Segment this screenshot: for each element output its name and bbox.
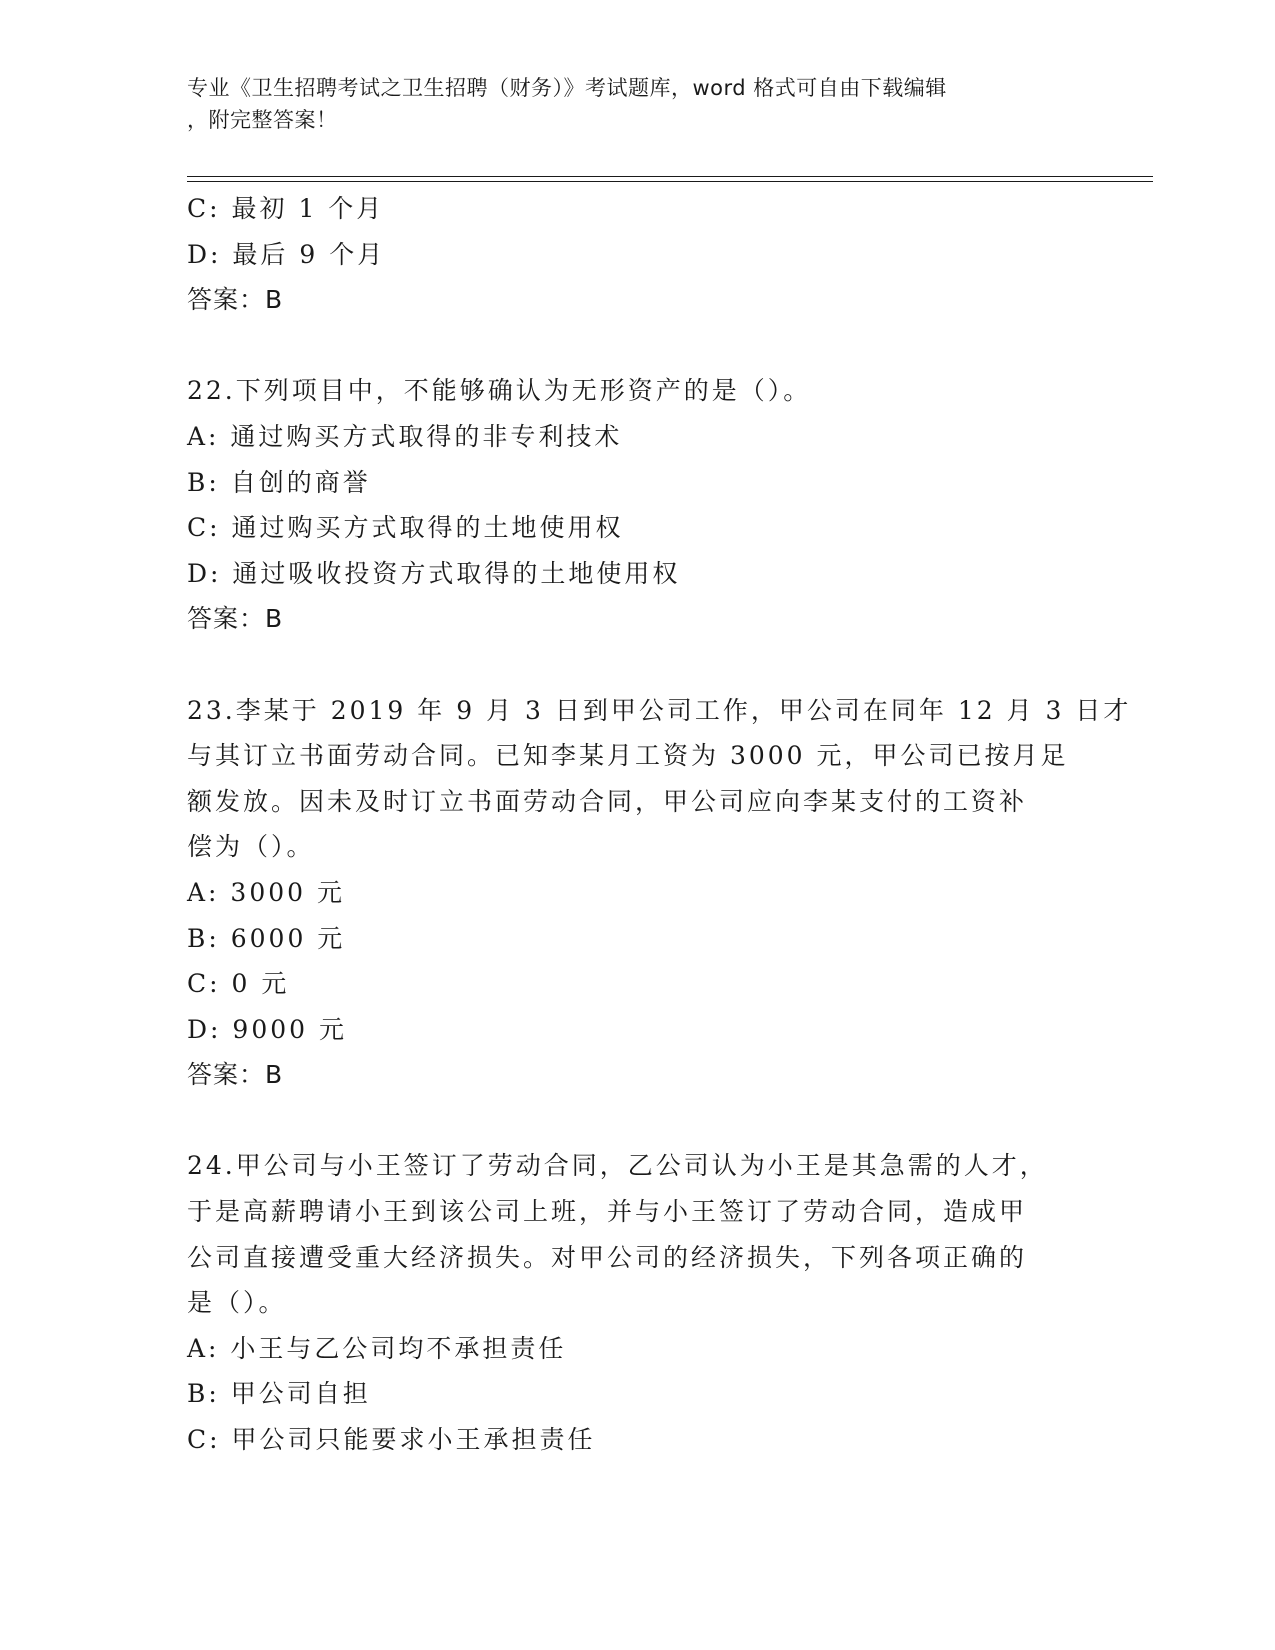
header-divider-bottom [187, 181, 1153, 182]
header-line-1: 专业《卫生招聘考试之卫生招聘（财务）》考试题库，word 格式可自由下载编辑 [187, 76, 947, 100]
header-line-2: ，附完整答案！ [187, 108, 338, 132]
question-23 [187, 688, 1132, 1098]
option-a: A: 小王与乙公司均不承担责任 [187, 1333, 567, 1363]
question-stem-line-2: 与其订立书面劳动合同。已知李某月工资为 3000 元，甲公司已按月足 [187, 741, 1069, 771]
option-d: D: 最后 9 个月 [187, 239, 386, 269]
spacer [187, 642, 1087, 688]
question-stem: 22.下列项目中，不能够确认为无形资产的是（）。 [187, 376, 812, 406]
answer-line: 答案：B [187, 1060, 284, 1090]
option-b: B: 自创的商誉 [187, 467, 371, 497]
question-content [187, 186, 1132, 1463]
answer-line: 答案：B [187, 604, 284, 634]
option-d: D: 9000 元 [187, 1014, 347, 1044]
option-d: D: 通过吸收投资方式取得的土地使用权 [187, 558, 681, 588]
header-divider-top [187, 176, 1153, 177]
answer-line: 答案：B [187, 285, 284, 315]
option-c: C: 0 元 [187, 969, 290, 999]
previous-question-tail [187, 186, 1087, 323]
question-stem-line-1: 24.甲公司与小王签订了劳动合同，乙公司认为小王是其急需的人才， [187, 1151, 1048, 1181]
option-a: A: 3000 元 [187, 877, 345, 907]
question-24 [187, 1143, 1087, 1462]
option-c: C: 通过购买方式取得的土地使用权 [187, 513, 624, 543]
option-b: B: 甲公司自担 [187, 1379, 371, 1409]
question-22 [187, 368, 1087, 642]
question-stem-line-3: 公司直接遭受重大经济损失。对甲公司的经济损失，下列各项正确的 [187, 1242, 1028, 1272]
question-stem-line-2: 于是高薪聘请小王到该公司上班，并与小王签订了劳动合同，造成甲 [187, 1197, 1028, 1227]
question-stem-line-3: 额发放。因未及时订立书面劳动合同，甲公司应向李某支付的工资补 [187, 786, 1028, 816]
question-stem-line-4: 是（）。 [187, 1288, 287, 1318]
option-c: C: 甲公司只能要求小王承担责任 [187, 1425, 596, 1455]
spacer [187, 1098, 1087, 1144]
document-header [187, 72, 1087, 136]
option-c: C: 最初 1 个月 [187, 194, 385, 223]
question-stem-line-1: 23.李某于 2019 年 9 月 3 日到甲公司工作，甲公司在同年 12 月 3 日才 [187, 695, 1132, 725]
question-stem-line-4: 偿为（）。 [187, 832, 315, 862]
option-a: A: 通过购买方式取得的非专利技术 [187, 421, 623, 451]
option-b: B: 6000 元 [187, 923, 346, 953]
spacer [187, 323, 1087, 369]
